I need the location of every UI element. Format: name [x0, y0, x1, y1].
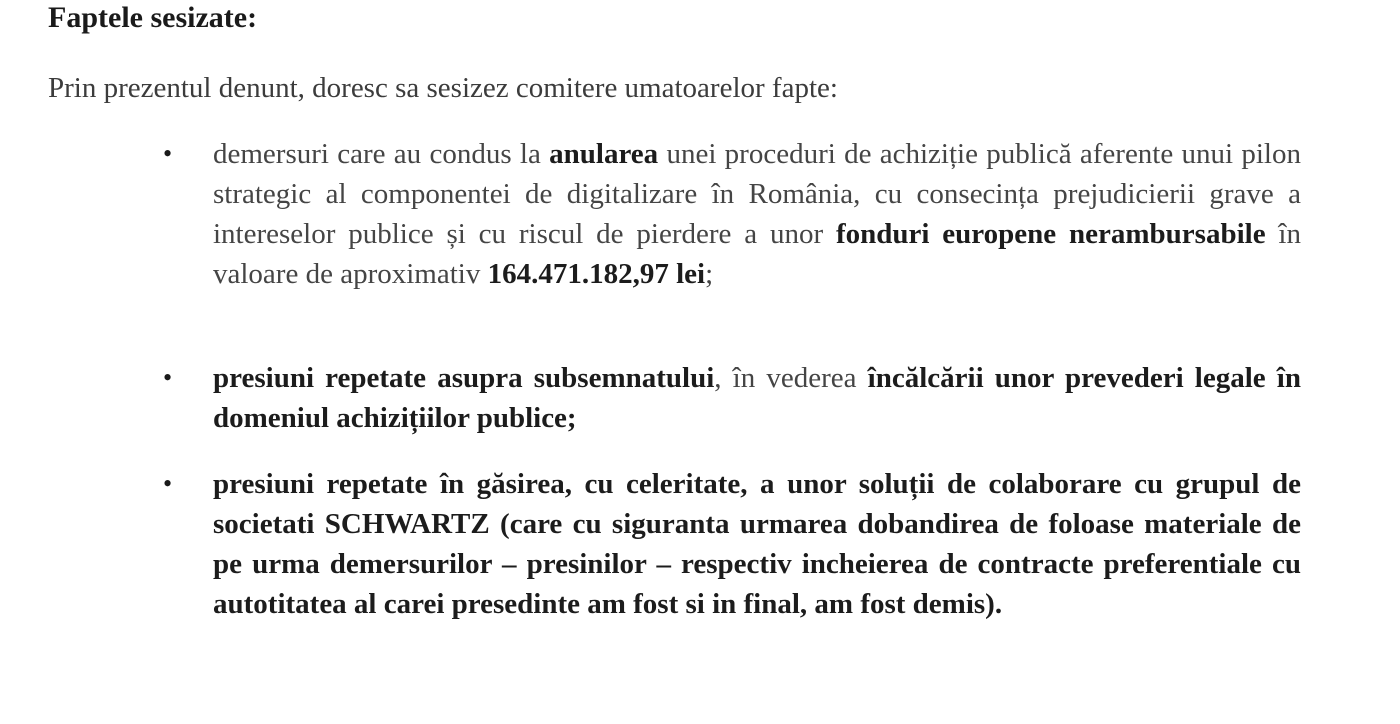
- text-segment: ;: [705, 258, 714, 290]
- bold-text-segment: încălcării unor prevederi legale în domeniul achizițiilor publice;: [213, 362, 1301, 434]
- intro-paragraph: Prin prezentul denunt, doresc sa sesizez comitere umatoarelor fapte:: [48, 72, 838, 104]
- bullet-icon: •: [163, 363, 173, 392]
- section-heading: Faptele sesizate:: [48, 1, 258, 34]
- bold-text-segment: 164.471.182,97 lei: [487, 258, 706, 290]
- text-segment: , în vederea: [714, 362, 868, 394]
- bold-text-segment: presiuni repetate asupra subsemnatului: [213, 362, 715, 394]
- text-segment: unei proceduri de achiziție publică aferente unui pilon strategic al componentei de digitalizare în România, cu consecința prejudicierii grave a intereselor publice și cu riscul de pierdere a unor: [213, 138, 1301, 250]
- list-item: [213, 358, 1301, 438]
- list-item: [213, 134, 1301, 294]
- bullet-icon: •: [163, 139, 173, 168]
- bold-text-segment: fonduri europene nerambursabile: [835, 218, 1266, 250]
- bold-text-segment: anularea: [549, 138, 659, 170]
- text-segment: demersuri care au condus la: [213, 138, 550, 170]
- bold-text-segment: presiuni repetate în găsirea, cu celeritate, a unor soluții de colaborare cu grupul de societati SCHWARTZ (care cu siguranta urmarea dobandirea de foloase materiale de pe urma demersurilor – presinilor – respectiv incheierea de contracte preferentiale cu autotitatea al carei presedinte am fost si in final, am fost demis).: [213, 468, 1301, 620]
- text-segment: în valoare de aproximativ: [213, 218, 1301, 290]
- list-item: [213, 464, 1301, 624]
- bullet-icon: •: [163, 469, 173, 498]
